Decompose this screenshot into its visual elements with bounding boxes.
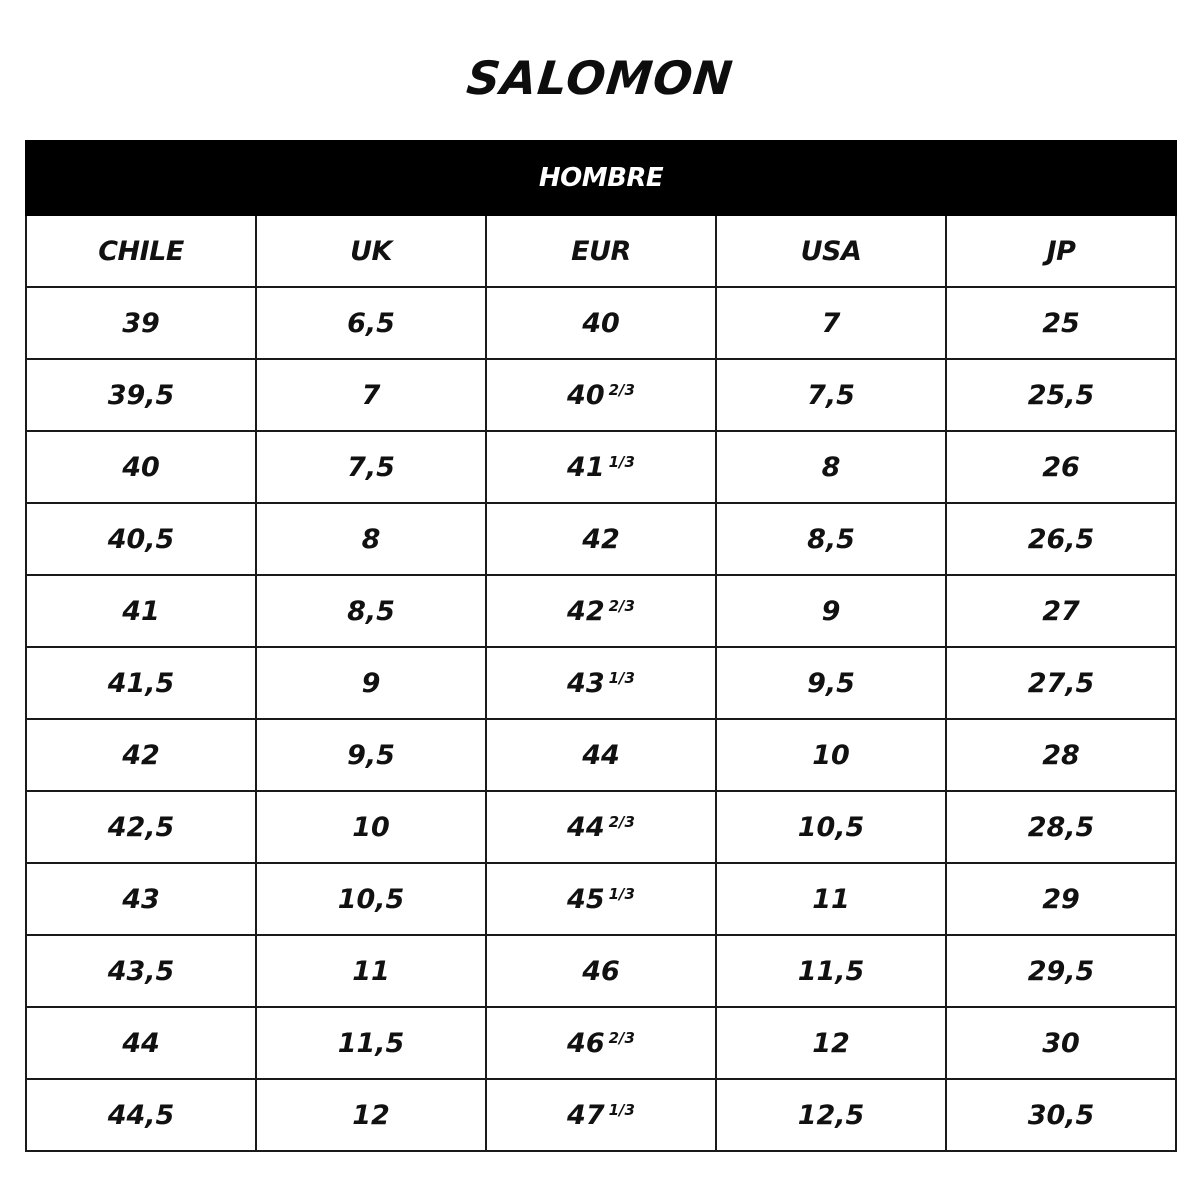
cell-eur — [486, 647, 716, 719]
cell-value: 30 — [1042, 1027, 1080, 1059]
cell-value: 9,5 — [807, 667, 855, 699]
cell-eur — [486, 863, 716, 935]
cell-value: 26,5 — [1027, 523, 1095, 555]
cell-jp — [946, 1079, 1176, 1151]
cell-eur — [486, 359, 716, 431]
cell-jp — [946, 287, 1176, 359]
cell-jp — [946, 1007, 1176, 1079]
cell-value: 10,5 — [337, 883, 405, 915]
cell-value: 42 — [582, 523, 620, 555]
cell-value: 8,5 — [807, 523, 855, 555]
cell-value: 39 — [122, 307, 160, 339]
cell-value: 6,5 — [347, 307, 395, 339]
cell-value: 25,5 — [1027, 379, 1095, 411]
cell-uk — [256, 935, 486, 1007]
cell-uk — [256, 1007, 486, 1079]
cell-value: 40 — [582, 307, 620, 339]
cell-value: 10 — [352, 811, 390, 843]
table-row — [26, 575, 1176, 647]
cell-value: 42,5 — [107, 811, 175, 843]
cell-chile — [26, 431, 256, 503]
cell-usa — [716, 863, 946, 935]
cell-jp — [946, 503, 1176, 575]
cell-uk — [256, 863, 486, 935]
cell-uk — [256, 359, 486, 431]
cell-value: 46 — [582, 955, 620, 987]
cell-chile — [26, 575, 256, 647]
cell-jp — [946, 359, 1176, 431]
cell-value: 27 — [1042, 595, 1080, 627]
cell-value: 11 — [352, 955, 390, 987]
table-row — [26, 935, 1176, 1007]
cell-value: 27,5 — [1027, 667, 1095, 699]
size-chart-table — [25, 140, 1177, 1152]
table-row — [26, 791, 1176, 863]
cell-value: 45 — [567, 883, 605, 915]
cell-value: 43 — [567, 667, 605, 699]
cell-usa — [716, 647, 946, 719]
cell-value: 7 — [361, 379, 381, 411]
cell-value: 30,5 — [1027, 1099, 1095, 1131]
cell-usa — [716, 575, 946, 647]
cell-value: 12 — [352, 1099, 390, 1131]
cell-value: 47 — [567, 1099, 605, 1131]
cell-value: 28,5 — [1027, 811, 1095, 843]
cell-uk — [256, 575, 486, 647]
cell-value: 7,5 — [807, 379, 855, 411]
cell-value: 25 — [1042, 307, 1080, 339]
column-header-jp: JP — [946, 215, 1176, 287]
cell-value: 41 — [122, 595, 160, 627]
column-header-uk: UK — [256, 215, 486, 287]
cell-usa — [716, 1007, 946, 1079]
cell-value: 11,5 — [797, 955, 865, 987]
cell-value: 8,5 — [347, 595, 395, 627]
cell-fraction: 1/3 — [608, 668, 635, 687]
cell-fraction: 1/3 — [608, 452, 635, 471]
cell-value: 9 — [361, 667, 381, 699]
salomon-logo: SALOMON — [464, 51, 736, 105]
cell-value: 44 — [122, 1027, 160, 1059]
cell-value: 43 — [122, 883, 160, 915]
cell-chile — [26, 647, 256, 719]
cell-eur — [486, 1007, 716, 1079]
cell-eur — [486, 791, 716, 863]
cell-value: 39,5 — [107, 379, 175, 411]
cell-uk — [256, 431, 486, 503]
table-row — [26, 431, 1176, 503]
cell-value: 10,5 — [797, 811, 865, 843]
cell-jp — [946, 431, 1176, 503]
cell-chile — [26, 503, 256, 575]
banner-row — [26, 141, 1176, 215]
cell-value: 42 — [122, 739, 160, 771]
cell-uk — [256, 503, 486, 575]
cell-fraction: 2/3 — [608, 1028, 635, 1047]
cell-uk — [256, 791, 486, 863]
cell-eur — [486, 431, 716, 503]
column-header-usa: USA — [716, 215, 946, 287]
cell-jp — [946, 719, 1176, 791]
cell-value: 7 — [821, 307, 841, 339]
cell-value: 44 — [567, 811, 605, 843]
cell-chile — [26, 1007, 256, 1079]
cell-eur — [486, 287, 716, 359]
cell-chile — [26, 287, 256, 359]
cell-fraction: 2/3 — [608, 812, 635, 831]
cell-value: 9,5 — [347, 739, 395, 771]
cell-usa — [716, 503, 946, 575]
cell-usa — [716, 287, 946, 359]
column-header-eur: EUR — [486, 215, 716, 287]
cell-value: 40 — [122, 451, 160, 483]
table-row — [26, 863, 1176, 935]
table-row — [26, 1007, 1176, 1079]
cell-fraction: 2/3 — [608, 380, 635, 399]
cell-value: 10 — [812, 739, 850, 771]
cell-usa — [716, 431, 946, 503]
size-rows — [26, 287, 1176, 1151]
cell-value: 43,5 — [107, 955, 175, 987]
cell-chile — [26, 863, 256, 935]
header-row — [26, 215, 1176, 287]
cell-value: 29,5 — [1027, 955, 1095, 987]
cell-jp — [946, 575, 1176, 647]
table-row — [26, 503, 1176, 575]
cell-value: 41 — [567, 451, 605, 483]
cell-uk — [256, 287, 486, 359]
cell-value: 40,5 — [107, 523, 175, 555]
cell-usa — [716, 359, 946, 431]
cell-fraction: 1/3 — [608, 1100, 635, 1119]
cell-uk — [256, 1079, 486, 1151]
table-row — [26, 1079, 1176, 1151]
table-row — [26, 719, 1176, 791]
cell-usa — [716, 935, 946, 1007]
cell-jp — [946, 935, 1176, 1007]
cell-value: 8 — [361, 523, 381, 555]
cell-value: 44 — [582, 739, 620, 771]
cell-chile — [26, 1079, 256, 1151]
cell-eur — [486, 719, 716, 791]
cell-eur — [486, 503, 716, 575]
cell-eur — [486, 1079, 716, 1151]
table-row — [26, 359, 1176, 431]
cell-fraction: 1/3 — [608, 884, 635, 903]
cell-value: 44,5 — [107, 1099, 175, 1131]
cell-value: 11,5 — [337, 1027, 405, 1059]
cell-uk — [256, 719, 486, 791]
cell-value: 40 — [567, 379, 605, 411]
cell-value: 42 — [567, 595, 605, 627]
cell-fraction: 2/3 — [608, 596, 635, 615]
cell-value: 12 — [812, 1027, 850, 1059]
cell-value: 8 — [821, 451, 841, 483]
cell-usa — [716, 719, 946, 791]
cell-uk — [256, 647, 486, 719]
cell-usa — [716, 791, 946, 863]
cell-chile — [26, 935, 256, 1007]
cell-value: 46 — [567, 1027, 605, 1059]
table-row — [26, 287, 1176, 359]
cell-value: 9 — [821, 595, 841, 627]
cell-jp — [946, 647, 1176, 719]
cell-chile — [26, 359, 256, 431]
cell-usa — [716, 1079, 946, 1151]
cell-value: 29 — [1042, 883, 1080, 915]
cell-chile — [26, 791, 256, 863]
cell-value: 28 — [1042, 739, 1080, 771]
cell-value: 41,5 — [107, 667, 175, 699]
cell-value: 7,5 — [347, 451, 395, 483]
cell-jp — [946, 791, 1176, 863]
table-banner: HOMBRE — [26, 141, 1176, 215]
column-header-chile: CHILE — [26, 215, 256, 287]
cell-eur — [486, 935, 716, 1007]
cell-eur — [486, 575, 716, 647]
cell-value: 11 — [812, 883, 850, 915]
table-row — [26, 647, 1176, 719]
cell-jp — [946, 863, 1176, 935]
cell-chile — [26, 719, 256, 791]
cell-value: 26 — [1042, 451, 1080, 483]
cell-value: 12,5 — [797, 1099, 865, 1131]
